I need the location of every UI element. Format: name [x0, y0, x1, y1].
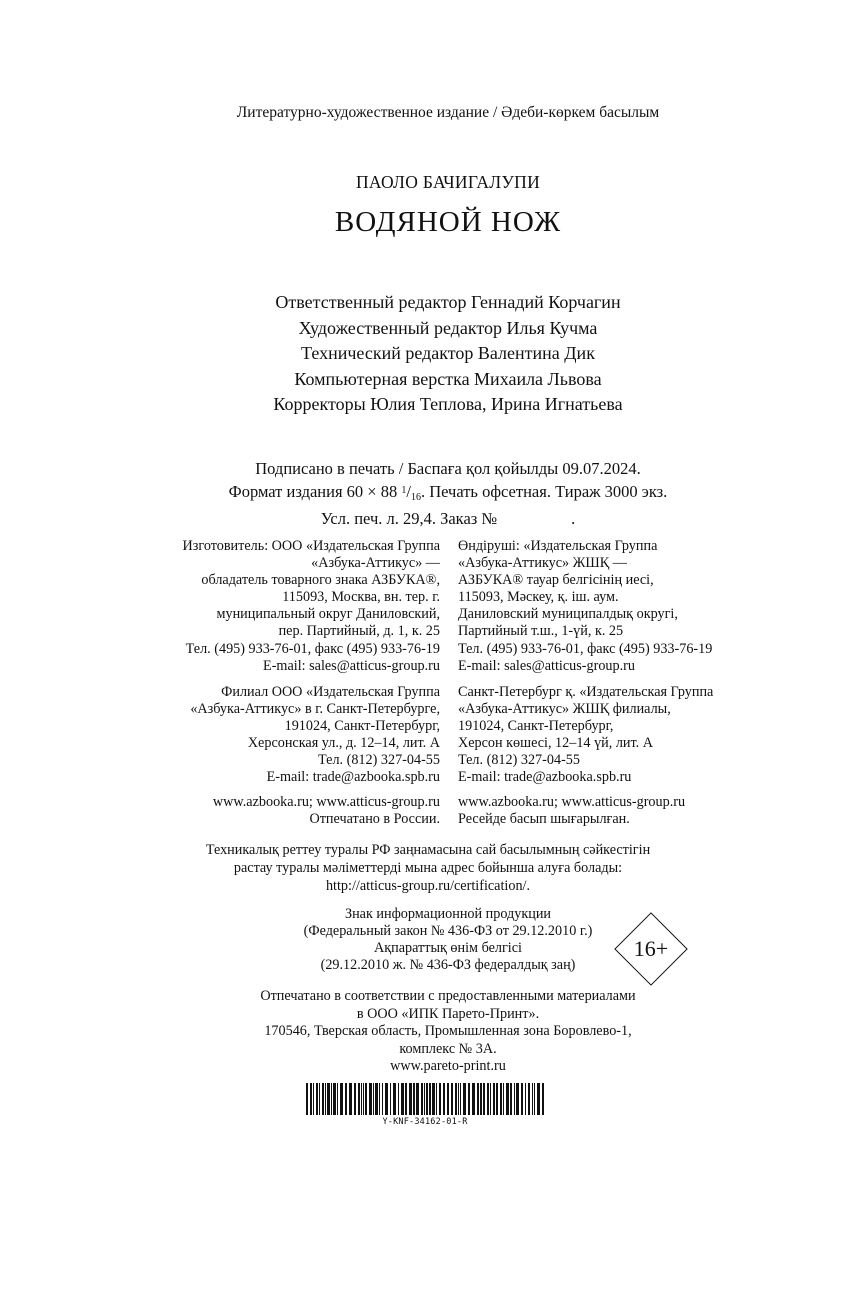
barcode-bar [331, 1083, 332, 1115]
barcode-bar [496, 1083, 498, 1115]
barcode-bar [460, 1083, 461, 1115]
barcode-bar [361, 1083, 362, 1115]
branch-kz-line: Херсон көшесі, 12–14 үй, лит. А [458, 735, 654, 752]
barcode-bar [385, 1083, 388, 1115]
barcode-bar [468, 1083, 470, 1115]
barcode-bar [413, 1083, 415, 1115]
barcode-bar [333, 1083, 336, 1115]
age-info-line: Ақпараттық өнім белгісі [374, 940, 522, 956]
manufacturer-ru-line: обладатель товарного знака АЗБУКА®, [201, 572, 440, 589]
barcode-bar [416, 1083, 419, 1115]
branch-ru-line: E-mail: trade@azbooka.spb.ru [266, 769, 440, 786]
barcode-bar [500, 1083, 502, 1115]
barcode-bar [382, 1083, 383, 1115]
barcode-bar [532, 1083, 533, 1115]
barcode-bar [358, 1083, 360, 1115]
credits [0, 290, 856, 418]
barcode-bar [537, 1083, 540, 1115]
sheets-text: Усл. печ. л. 29,4. Заказ № [320, 509, 498, 528]
print-info [0, 458, 856, 530]
branch-ru-line: «Азбука-Аттикус» в г. Санкт-Петербурге, [190, 701, 440, 718]
format-slash: / [406, 481, 411, 501]
manufacturer-kz-line: 115093, Мәскеу, қ. іш. аум. [458, 589, 619, 606]
age-info-line: Знак информационной продукции [344, 906, 552, 922]
certification-line: Техникалық реттеу туралы РФ заңнамасына сай басылымның сәйкестігін [205, 842, 651, 858]
barcode-bar [472, 1083, 475, 1115]
book-title: ВОДЯНОЙ НОЖ [334, 206, 562, 238]
format-line [0, 480, 856, 509]
age-rating-text: 16+ [633, 936, 669, 961]
barcode-bar [516, 1083, 519, 1115]
barcode-bar [436, 1083, 437, 1115]
manufacturer-ru-line: 115093, Москва, вн. тер. г. [282, 589, 440, 606]
manufacturer-kz-line: АЗБУКА® тауар белгісінің иесі, [458, 572, 654, 589]
web-ru [110, 794, 440, 828]
barcode-bar [525, 1083, 526, 1115]
barcode-bar [429, 1083, 431, 1115]
manufacturer-kz-line: Партийный т.ш., 1-үй, к. 25 [458, 623, 624, 640]
printer-line: Отпечатано в соответствии с предоставленными материалами [260, 988, 636, 1004]
barcode-bar [521, 1083, 523, 1115]
barcode-bar [421, 1083, 423, 1115]
web-ru-line: Отпечатано в России. [309, 811, 440, 828]
barcode-bar [458, 1083, 459, 1115]
branch-kz-line: «Азбука-Аттикус» ЖШҚ филиалы, [458, 701, 671, 718]
manufacturer-ru-line: E-mail: sales@atticus-group.ru [263, 657, 440, 674]
manufacturer-ru-line: пер. Партийный, д. 1, к. 25 [278, 623, 440, 640]
barcode-bar [443, 1083, 445, 1115]
age-info-line: (29.12.2010 ж. № 436-ФЗ федералдық заң) [320, 957, 576, 973]
manufacturer-ru [110, 538, 440, 675]
barcode-code: Y-KNF-34162-01-R [382, 1117, 468, 1127]
branch-kz [458, 684, 778, 787]
web-ru-line: www.azbooka.ru; www.atticus-group.ru [212, 794, 440, 810]
barcode-bar [375, 1083, 378, 1115]
barcode-bar [534, 1083, 535, 1115]
manufacturer-kz-line: «Азбука-Аттикус» ЖШҚ — [458, 555, 627, 572]
web-kz-line: Ресейде басып шығарылған. [458, 811, 630, 828]
barcode [304, 1083, 546, 1131]
barcode-bar [349, 1083, 352, 1115]
barcode-bar [373, 1083, 374, 1115]
manufacturer-ru-line: муниципальный округ Даниловский, [216, 606, 440, 623]
barcode-bar [514, 1083, 515, 1115]
credit-line: Технический редактор Валентина Дик [301, 343, 595, 363]
barcode-bar [487, 1083, 489, 1115]
sheets-end: . [571, 509, 576, 528]
barcode-bar [316, 1083, 318, 1115]
barcode-bar [327, 1083, 330, 1115]
manufacturer-kz-line: Өндіруші: «Издательская Группа [458, 538, 658, 554]
barcode-bar [379, 1083, 380, 1115]
branch-ru [110, 684, 440, 787]
barcode-bar [447, 1083, 449, 1115]
barcode-bar [325, 1083, 326, 1115]
barcode-bar [424, 1083, 425, 1115]
barcode-bar [310, 1083, 312, 1115]
format-suffix: . Печать офсетная. Тираж 3000 экз. [420, 481, 668, 501]
barcode-bar [480, 1083, 482, 1115]
barcode-bar [432, 1083, 435, 1115]
printer-line: комплекс № 3А. [399, 1040, 497, 1057]
barcode-bar [405, 1083, 407, 1115]
format-denominator: 16 [410, 491, 421, 503]
manufacturer-ru-line: «Азбука-Аттикус» — [311, 555, 440, 572]
barcode-bar [490, 1083, 491, 1115]
barcode-bar [337, 1083, 338, 1115]
age-rating-badge [614, 912, 688, 986]
manufacturer-ru-line: Изготовитель: ООО «Издательская Группа [182, 538, 440, 554]
branch-kz-line: Тел. (812) 327-04-55 [458, 752, 580, 769]
barcode-bar [345, 1083, 347, 1115]
barcode-bar [390, 1083, 391, 1115]
manufacturer-kz-line: E-mail: sales@atticus-group.ru [458, 657, 635, 674]
branch-ru-line: Филиал ООО «Издательская Группа [221, 684, 440, 700]
branch-kz-line: 191024, Санкт-Петербург, [458, 718, 614, 735]
printer-line: www.pareto-print.ru [390, 1058, 506, 1075]
manufacturer-kz-line: Тел. (495) 933-76-01, факс (495) 933-76-19 [458, 640, 713, 657]
printer-info [0, 988, 856, 1076]
web-kz [458, 794, 778, 828]
barcode-bar [439, 1083, 441, 1115]
barcode-bar [409, 1083, 412, 1115]
barcode-bar [451, 1083, 453, 1115]
credit-line: Корректоры Юлия Теплова, Ирина Игнатьева [273, 394, 623, 414]
branch-kz-line: E-mail: trade@azbooka.spb.ru [458, 769, 632, 786]
credit-line: Художественный редактор Илья Кучма [298, 317, 598, 338]
branch-ru-line: 191024, Санкт-Петербург, [284, 718, 440, 735]
format-numerator: 1 [401, 484, 407, 496]
web-kz-line: www.azbooka.ru; www.atticus-group.ru [458, 794, 686, 810]
printer-line: в ООО «ИПК Парето-Принт». [356, 1005, 540, 1022]
barcode-bar [393, 1083, 396, 1115]
barcode-bar [398, 1083, 399, 1115]
barcode-bar [365, 1083, 367, 1115]
barcode-bar [493, 1083, 495, 1115]
age-info-line: (Федеральный закон № 436-ФЗ от 29.12.2010 г.) [303, 923, 593, 939]
branch-ru-line: Херсонская ул., д. 12–14, лит. А [247, 735, 440, 752]
credit-line: Ответственный редактор Геннадий Корчагин [275, 292, 621, 312]
barcode-bar [401, 1083, 404, 1115]
barcode-bar [426, 1083, 428, 1115]
manufacturer-kz [458, 538, 778, 675]
barcode-bar [369, 1083, 372, 1115]
barcode-bar [340, 1083, 343, 1115]
format-prefix: Формат издания 60 × 88 [228, 481, 402, 501]
credit-line: Компьютерная верстка Михаила Львова [294, 368, 602, 389]
branch-kz-line: Санкт-Петербург қ. «Издательская Группа [458, 684, 714, 700]
certification-line: http://atticus-group.ru/certification/. [325, 877, 531, 894]
branch-ru-line: Тел. (812) 327-04-55 [318, 752, 440, 769]
barcode-bar [528, 1083, 530, 1115]
barcode-bar [363, 1083, 364, 1115]
certification-line: растау туралы мәліметтерді мына адрес бойынша алуға болады: [233, 859, 623, 876]
barcode-bar [506, 1083, 509, 1115]
barcode-bar [463, 1083, 466, 1115]
genre-line: Литературно-художественное издание / Әдеби-көркем басылым [236, 104, 660, 121]
barcode-bars-icon [304, 1083, 546, 1117]
certification-note [0, 842, 856, 895]
barcode-bar [455, 1083, 457, 1115]
manufacturer-kz-line: Даниловский муниципалдық округі, [458, 606, 678, 623]
sheets-line [0, 508, 856, 530]
signed-line: Подписано в печать / Баспаға қол қойылды 09.07.2024. [255, 459, 641, 478]
barcode-bar [354, 1083, 356, 1115]
barcode-bar [313, 1083, 314, 1115]
barcode-bar [477, 1083, 479, 1115]
barcode-bar [542, 1083, 544, 1115]
barcode-bar [306, 1083, 308, 1115]
barcode-bar [319, 1083, 320, 1115]
barcode-bar [483, 1083, 485, 1115]
barcode-bar [503, 1083, 504, 1115]
barcode-bar [322, 1083, 324, 1115]
author-name: ПАОЛО БАЧИГАЛУПИ [355, 172, 541, 192]
printer-line: 170546, Тверская область, Промышленная зона Боровлево-1, [264, 1023, 632, 1040]
age-info [0, 906, 856, 974]
manufacturer-ru-line: Тел. (495) 933-76-01, факс (495) 933-76-19 [185, 640, 440, 657]
barcode-bar [510, 1083, 512, 1115]
